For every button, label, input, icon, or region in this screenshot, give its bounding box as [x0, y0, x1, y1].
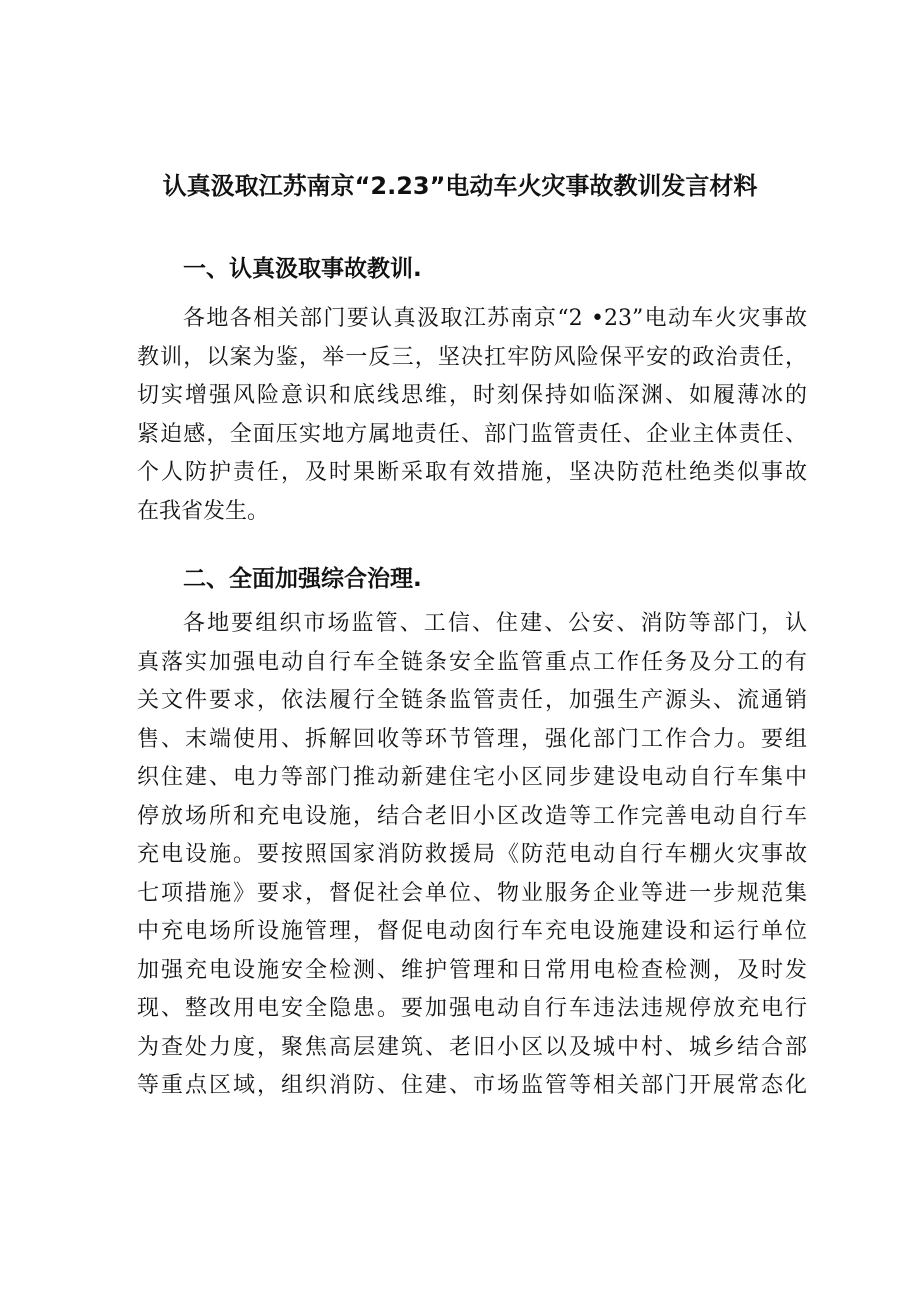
section-paragraph-1: [137, 300, 807, 531]
paragraph-line: 在我省发生。: [137, 498, 270, 524]
paragraph-line: 织住建、电力等部门推动新建住宅小区同步建设电动自行车集中: [137, 765, 807, 790]
paragraph-line: 充电设施。要按照国家消防救援局《防范电动自行车棚火灾事故: [137, 842, 807, 867]
section-heading-1: 一、认真汲取事故教训.: [183, 256, 422, 282]
paragraph-line: 售、末端使用、拆解回收等环节管理，强化部门工作合力。要组: [137, 726, 807, 752]
paragraph-line: 停放场所和充电设施，结合老旧小区改造等工作完善电动自行车: [137, 803, 807, 829]
paragraph-line: 各地各相关部门要认真汲取江苏南京“2 •23”电动车火灾事故: [183, 306, 807, 331]
section-paragraph-2: [137, 605, 807, 1106]
paragraph-line: 关文件要求，依法履行全链条监管责任，加强生产源头、流通销: [137, 688, 807, 713]
document-title: 认真汲取江苏南京“2.23”电动车火灾事故教训发言材料: [162, 172, 758, 200]
paragraph-line: 加强充电设施安全检测、维护管理和日常用电检查检测，及时发: [137, 957, 807, 983]
paragraph-line: 七项措施》要求，督促社会单位、物业服务企业等进一步规范集: [137, 880, 807, 906]
section-heading-2: 二、全面加强综合治理.: [183, 566, 422, 592]
paragraph-line: 紧迫感，全面压实地方属地责任、部门监管责任、企业主体责任、: [137, 421, 807, 447]
paragraph-line: 等重点区域，组织消防、住建、市场监管等相关部门开展常态化: [137, 1073, 807, 1098]
paragraph-line: 各地要组织市场监管、工信、住建、公安、消防等部门，认: [183, 611, 807, 636]
paragraph-line: 现、整改用电安全隐患。要加强电动自行车违法违规停放充电行: [137, 996, 807, 1021]
paragraph-line: 为查处力度，聚焦高层建筑、老旧小区以及城中村、城乡结合部: [137, 1034, 807, 1060]
paragraph-line: 真落实加强电动自行车全链条安全监管重点工作任务及分工的有: [137, 649, 807, 675]
paragraph-line: 中充电场所设施管理，督促电动囱行车充电设施建设和运行单位: [137, 919, 807, 944]
paragraph-line: 教训，以案为鉴，举一反三，坚决扛牢防风险保平安的政治责任，: [137, 344, 807, 370]
paragraph-line: 个人防护责任，及时果断采取有效措施，坚决防范杜绝类似事故: [137, 460, 807, 485]
paragraph-line: 切实增强风险意识和底线思维，时刻保持如临深渊、如履薄冰的: [137, 383, 807, 408]
